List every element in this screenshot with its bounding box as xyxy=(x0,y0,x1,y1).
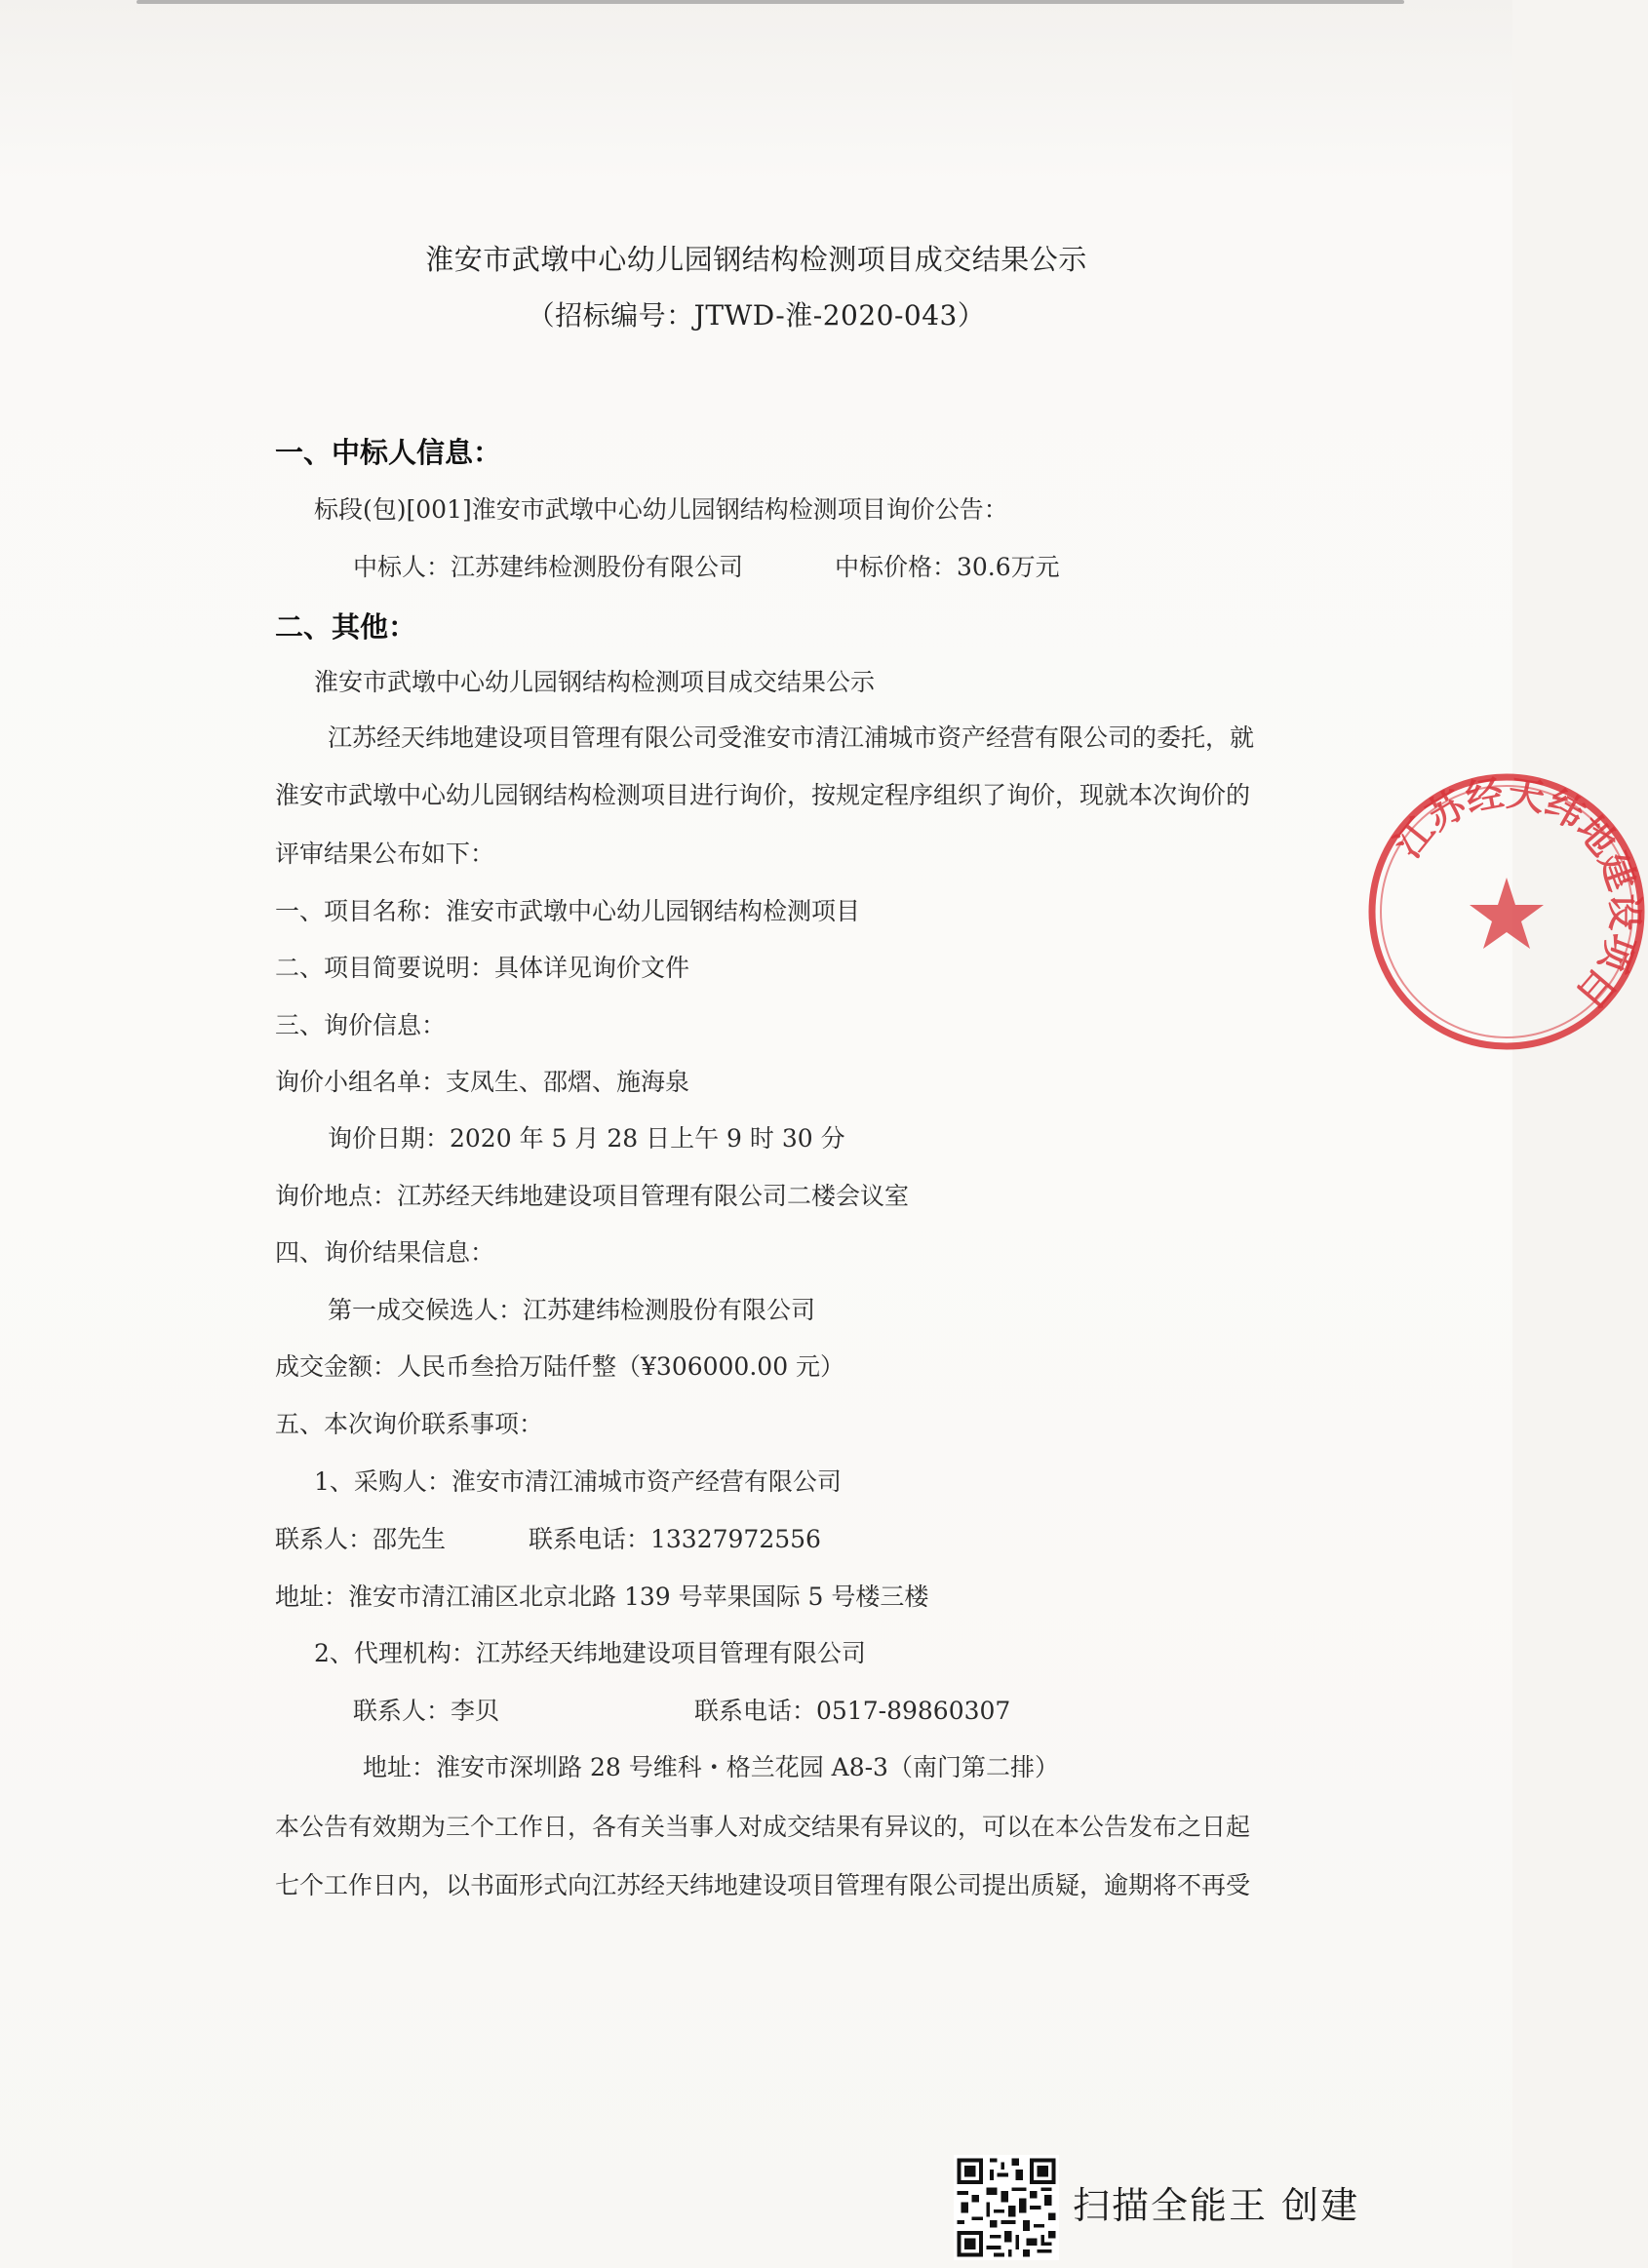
purchaser-phone: 联系电话：13327972556 xyxy=(529,1525,821,1553)
inquiry-date: 询价日期：2020 年 5 月 28 日上午 9 时 30 分 xyxy=(328,1124,845,1153)
inquiry-panel: 询价小组名单：支凤生、邵熠、施海泉 xyxy=(275,1068,690,1096)
notice-line-2: 七个工作日内，以书面形式向江苏经天纬地建设项目管理有限公司提出质疑，逾期将不再受 xyxy=(275,1871,1251,1899)
qr-code-icon xyxy=(954,2155,1059,2260)
section-2-subtitle: 淮安市武墩中心幼儿园钢结构检测项目成交结果公示 xyxy=(314,668,876,696)
intro-line-2: 淮安市武墩中心幼儿园钢结构检测项目进行询价，按规定程序组织了询价，现就本次询价的 xyxy=(275,781,1251,809)
item-project-name: 一、项目名称：淮安市武墩中心幼儿园钢结构检测项目 xyxy=(275,897,861,925)
purchaser: 1、采购人：淮安市清江浦城市资产经营有限公司 xyxy=(314,1467,842,1496)
agency-phone: 联系电话：0517-89860307 xyxy=(694,1697,1011,1725)
purchaser-contact: 联系人：邵先生 xyxy=(275,1525,447,1553)
notice-line-1: 本公告有效期为三个工作日，各有关当事人对成交结果有异议的，可以在本公告发布之日起 xyxy=(275,1813,1251,1841)
item-project-description: 二、项目简要说明：具体详见询价文件 xyxy=(275,954,690,982)
document-title: 淮安市武墩中心幼儿园钢结构检测项目成交结果公示 xyxy=(425,243,1087,276)
item-inquiry-result: 四、询价结果信息： xyxy=(275,1238,495,1267)
item-contact-matters: 五、本次询价联系事项： xyxy=(275,1410,544,1438)
deal-amount: 成交金额：人民币叁拾万陆仟整（¥306000.00 元） xyxy=(275,1352,845,1381)
camscanner-watermark: 扫描全能王 创建 xyxy=(1073,2184,1360,2227)
section-2-heading: 二、其他： xyxy=(275,610,417,644)
agency: 2、代理机构：江苏经天纬地建设项目管理有限公司 xyxy=(314,1639,866,1667)
intro-line-3: 评审结果公布如下： xyxy=(275,840,495,868)
inquiry-location: 询价地点：江苏经天纬地建设项目管理有限公司二楼会议室 xyxy=(275,1182,910,1210)
item-inquiry-info: 三、询价信息： xyxy=(275,1011,447,1039)
first-candidate: 第一成交候选人：江苏建纬检测股份有限公司 xyxy=(328,1296,816,1324)
agency-contact: 联系人：李贝 xyxy=(353,1697,500,1725)
winner-line: 中标人：江苏建纬检测股份有限公司 xyxy=(353,553,744,581)
page-top-edge xyxy=(137,0,1404,4)
seal-star-icon xyxy=(1470,878,1544,949)
winning-price: 中标价格：30.6万元 xyxy=(835,553,1060,581)
lot-line: 标段(包)[001]淮安市武墩中心幼儿园钢结构检测项目询价公告： xyxy=(314,495,1008,524)
company-seal xyxy=(1365,770,1648,1053)
section-1-heading: 一、中标人信息： xyxy=(275,436,502,469)
seal-text: 江苏经天纬地建设项目 xyxy=(1386,770,1647,1017)
tender-number: （招标编号：JTWD-淮-2020-043） xyxy=(527,299,986,332)
purchaser-address: 地址：淮安市清江浦区北京北路 139 号苹果国际 5 号楼三楼 xyxy=(275,1583,929,1611)
intro-line-1: 江苏经天纬地建设项目管理有限公司受淮安市清江浦城市资产经营有限公司的委托，就 xyxy=(328,723,1255,752)
agency-address: 地址：淮安市深圳路 28 号维科・格兰花园 A8-3（南门第二排） xyxy=(363,1753,1059,1781)
